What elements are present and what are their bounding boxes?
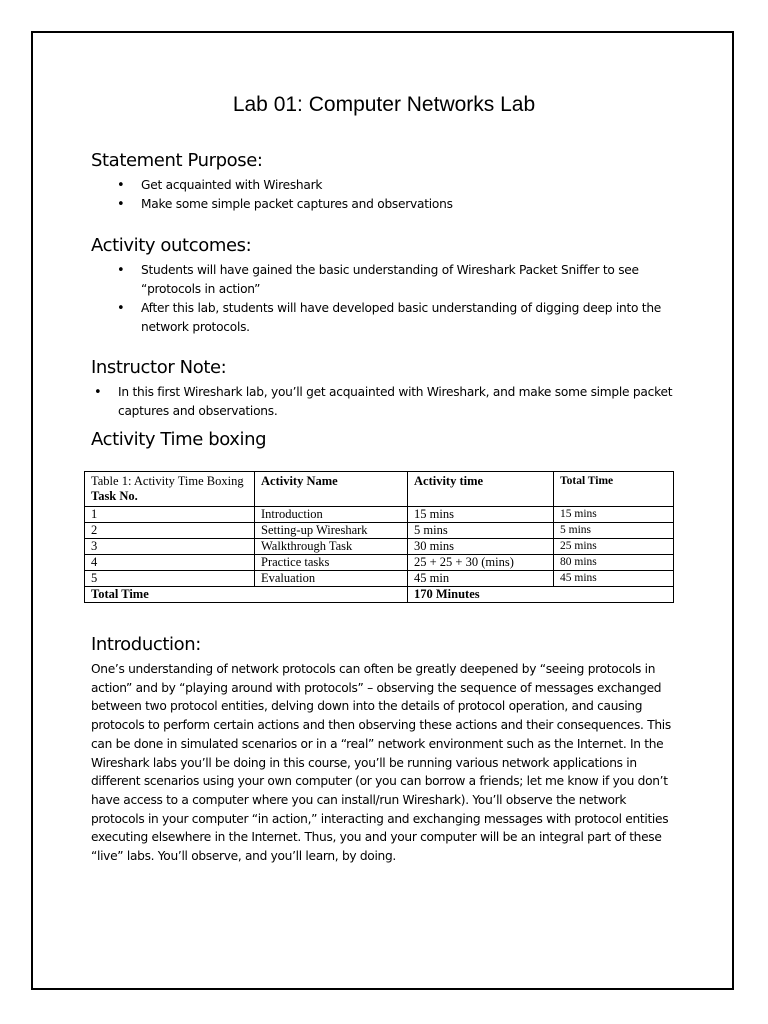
instructor-note-list	[118, 383, 678, 421]
table-caption-cell	[85, 472, 255, 507]
instructor-note-heading: Instructor Note:	[91, 357, 227, 378]
total-time-cell: 5 mins	[554, 523, 674, 539]
activity-time-cell: 25 + 25 + 30 (mins)	[408, 555, 554, 571]
table-row	[85, 555, 674, 571]
activity-time-cell: 30 mins	[408, 539, 554, 555]
list-item: • In this first Wireshark lab, you’ll get acquainted with Wireshark, and make some simple packet captures and observations.	[118, 383, 678, 421]
task-no-cell: 4	[85, 555, 255, 571]
activity-time-table	[84, 471, 674, 603]
activity-time-cell: 15 mins	[408, 507, 554, 523]
activity-name-cell: Setting-up Wireshark	[255, 523, 408, 539]
statement-purpose-list	[141, 176, 681, 214]
list-item: • After this lab, students will have developed basic understanding of digging deep into the network protocols.	[141, 299, 671, 337]
table-row	[85, 539, 674, 555]
table-caption: Table 1: Activity Time Boxing	[91, 474, 244, 488]
activity-name-cell: Walkthrough Task	[255, 539, 408, 555]
table-row	[85, 507, 674, 523]
task-no-cell: 3	[85, 539, 255, 555]
header-task-no: Task No.	[91, 489, 138, 503]
table-header-row	[85, 472, 674, 507]
activity-name-cell: Practice tasks	[255, 555, 408, 571]
introduction-body: One’s understanding of network protocols can often be greatly deepened by “seeing protocols in action” and by “playing around with protocols” – observing the sequence of messages exchanged between two protocol entities, delving down into the details of protocol operation, and causing protocols to perform certain actions and then observing these actions and their consequences. This can be done in simulated scenarios or in a “real” network environment such as the Internet. In the Wireshark labs you’ll be doing in this course, you’ll be running various network applications in different scenarios using your own computer (or you can borrow a friends; let me know if you don’t have access to a computer where you can install/run Wireshark). You’ll observe the network protocols in your computer “in action,” interacting and exchanging messages with protocol entities executing elsewhere in the Internet. Thus, you and your computer will be an integral part of these “live” labs. You’ll observe, and you’ll learn, by doing.	[91, 662, 671, 864]
header-total-time: Total Time	[554, 472, 674, 507]
table-total-row	[85, 587, 674, 603]
total-time-value: 170 Minutes	[408, 587, 674, 603]
list-item: • Get acquainted with Wireshark	[141, 176, 681, 195]
activity-name-cell: Introduction	[255, 507, 408, 523]
list-item: • Make some simple packet captures and observations	[141, 195, 681, 214]
total-time-label: Total Time	[85, 587, 408, 603]
time-boxing-heading: Activity Time boxing	[91, 429, 267, 450]
total-time-cell: 80 mins	[554, 555, 674, 571]
activity-outcomes-list	[141, 261, 671, 337]
activity-time-cell: 45 min	[408, 571, 554, 587]
activity-time-cell: 5 mins	[408, 523, 554, 539]
task-no-cell: 1	[85, 507, 255, 523]
header-activity-name: Activity Name	[255, 472, 408, 507]
activity-outcomes-heading: Activity outcomes:	[91, 235, 252, 256]
task-no-cell: 2	[85, 523, 255, 539]
total-time-cell: 15 mins	[554, 507, 674, 523]
introduction-heading: Introduction:	[91, 634, 201, 655]
table-row	[85, 571, 674, 587]
task-no-cell: 5	[85, 571, 255, 587]
statement-purpose-heading: Statement Purpose:	[91, 150, 263, 171]
total-time-cell: 25 mins	[554, 539, 674, 555]
total-time-cell: 45 mins	[554, 571, 674, 587]
table-row	[85, 523, 674, 539]
page-title: Lab 01: Computer Networks Lab	[232, 93, 536, 116]
activity-name-cell: Evaluation	[255, 571, 408, 587]
header-activity-time: Activity time	[408, 472, 554, 507]
list-item: • Students will have gained the basic understanding of Wireshark Packet Sniffer to see “protocols in action”	[141, 261, 671, 299]
